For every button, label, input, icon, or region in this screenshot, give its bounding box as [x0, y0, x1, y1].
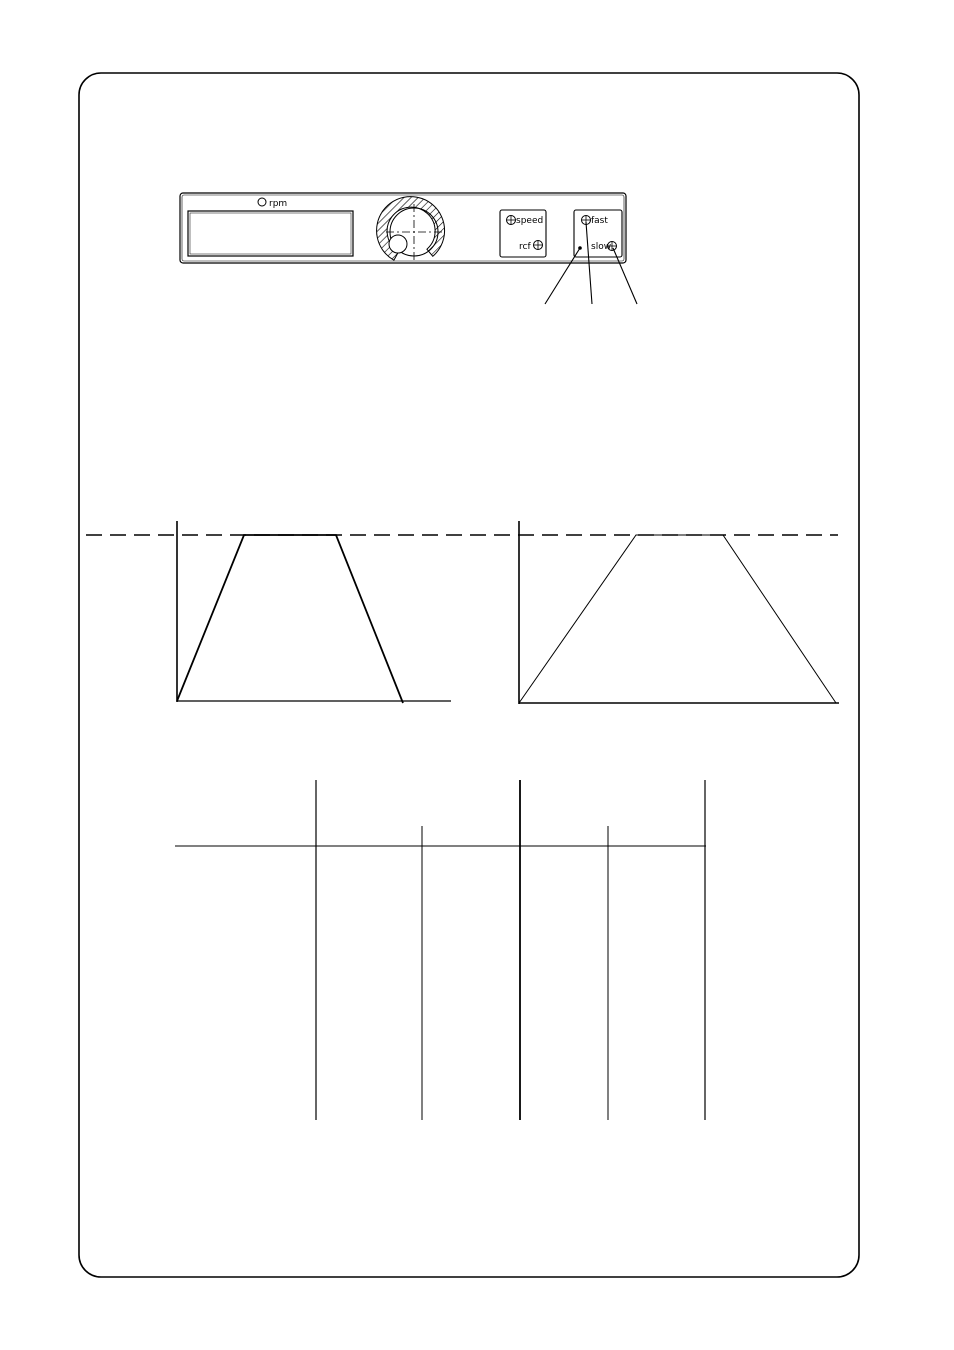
display-window-inner [190, 213, 351, 254]
slow-label: slow [591, 242, 612, 252]
graph-right-curve [519, 535, 836, 703]
rcf-label: rcf [519, 242, 531, 252]
fast-button[interactable] [582, 216, 609, 227]
speed-rcf-box [500, 210, 546, 257]
slow-button[interactable] [591, 242, 617, 253]
fast-label: fast [591, 216, 608, 226]
rotary-knob[interactable] [377, 197, 445, 262]
graph-slow-profile [519, 521, 839, 704]
graph-left-curve [177, 535, 403, 703]
page-border [79, 73, 859, 1277]
graph-fast-profile [177, 521, 451, 703]
table-grid [175, 780, 706, 1120]
callout-line-led [545, 248, 580, 304]
speed-label: speed [516, 216, 544, 226]
speed-button[interactable] [507, 216, 544, 227]
rpm-indicator-icon [258, 198, 266, 206]
callout-line-slow [613, 248, 637, 304]
control-panel [180, 193, 637, 304]
rpm-label: rpm [269, 199, 288, 209]
display-window [188, 211, 353, 256]
knob-pointer-circle [389, 235, 407, 253]
knob-hatched-ring [377, 197, 445, 261]
rcf-button[interactable] [519, 241, 543, 253]
fast-slow-box [574, 210, 622, 257]
